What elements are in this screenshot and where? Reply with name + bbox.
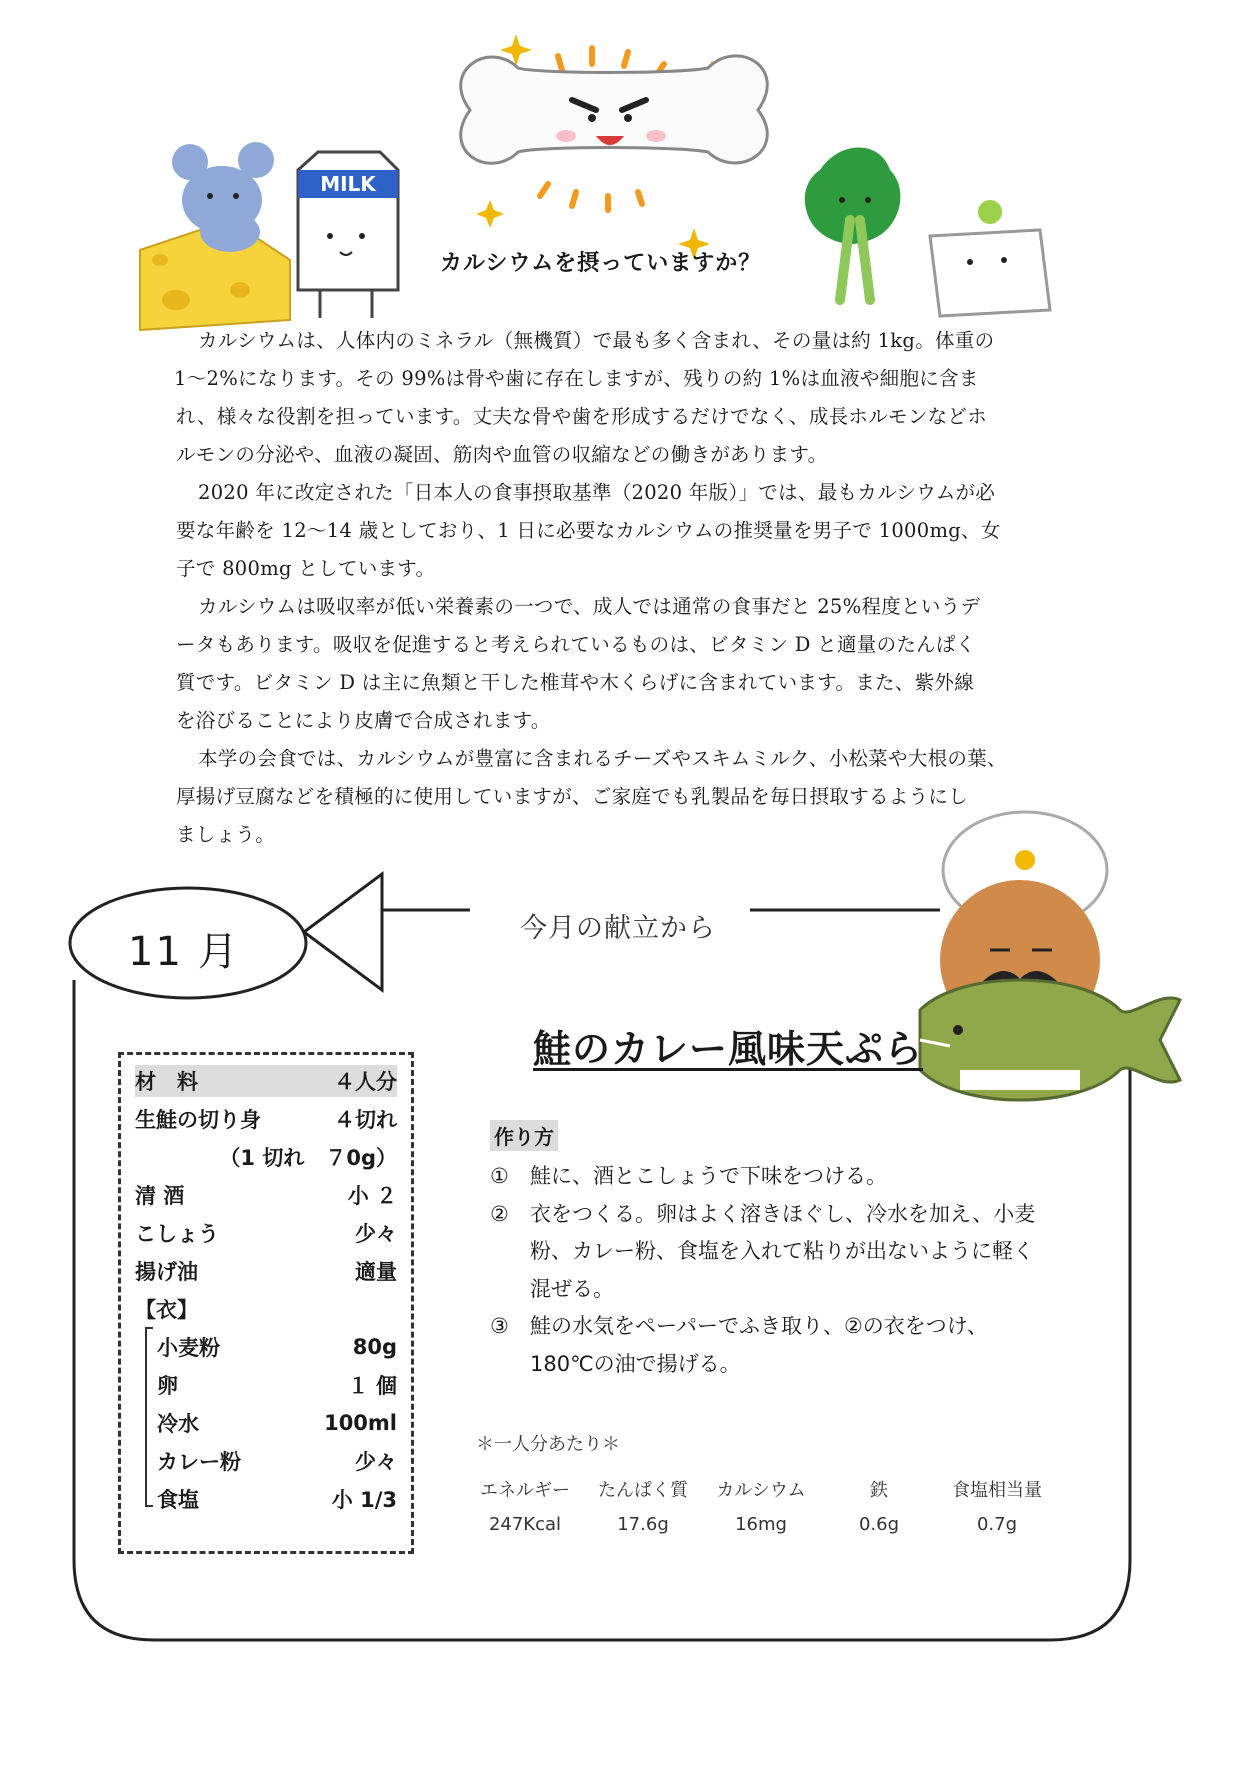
step-number: ① <box>490 1164 509 1188</box>
article-line: 子で 800mg としています。 <box>176 557 436 580</box>
method-label: 作り方 <box>490 1120 558 1151</box>
ingredient-amount: １ 個 <box>347 1374 397 1398</box>
nutrition-label: エネルギー <box>480 1480 570 1501</box>
article-line: れ、様々な役割を担っています。丈夫な骨や歯を形成するだけでなく、成長ホルモンなどホ <box>176 405 988 428</box>
ingredient-row <box>135 1255 397 1287</box>
ingredient-row <box>135 1103 397 1135</box>
ingredient-name: 揚げ油 <box>135 1260 198 1284</box>
nutrition-value: 247Kcal <box>488 1514 562 1535</box>
ingredient-name: 食塩 <box>157 1488 199 1512</box>
ingredient-name: 冷水 <box>157 1412 199 1436</box>
step-number: ③ <box>490 1314 509 1338</box>
ingredient-name: こしょう <box>135 1222 219 1246</box>
ingredient-amount: 小 ２ <box>347 1184 397 1208</box>
ingredient-amount: 80g <box>352 1335 397 1359</box>
ingredient-amount: 適量 <box>355 1260 397 1284</box>
ingredient-amount: （1 切れ ７0g） <box>219 1146 397 1170</box>
ingredient-amount: 少々 <box>355 1222 397 1246</box>
milk-label: MILK <box>320 172 376 196</box>
ingredient-name: 清 酒 <box>135 1184 185 1208</box>
ingredient-group-label <box>135 1293 397 1325</box>
article-line: カルシウムは吸収率が低い栄養素の一つで、成人では通常の食事だと 25%程度というデ <box>198 595 981 618</box>
ingredient-amount: 小 1/3 <box>331 1488 397 1512</box>
ingredient-row <box>157 1407 397 1439</box>
nutrition-value: 0.6g <box>858 1514 900 1535</box>
step-text: 衣をつくる。卵はよく溶きほぐし、冷水を加え、小麦粉、カレー粉、食塩を入れて粘りが出ないように軽く混ぜる。 <box>530 1201 1036 1301</box>
article-line: 2020 年に改定された「日本人の食事摂取基準（2020 年版）」では、最もカルシウムが必 <box>198 481 996 504</box>
batter-bracket <box>145 1327 153 1507</box>
ingredient-row <box>157 1445 397 1477</box>
nutrition-value: 16mg <box>735 1514 787 1535</box>
ingredient-amount: 100ml <box>324 1411 397 1435</box>
nutrition-value: 0.7g <box>976 1514 1018 1535</box>
nutrition-table <box>460 1476 1080 1556</box>
article-line: 1～2%になります。その 99%は骨や歯に存在しますが、残りの約 1%は血液や細胞に含ま <box>174 367 979 390</box>
ingredient-amount: ４人分 <box>334 1070 397 1094</box>
step-number: ② <box>490 1201 509 1226</box>
ingredient-row <box>135 1141 397 1173</box>
ingredient-row <box>157 1331 397 1363</box>
page-title: カルシウムを摂っていますか？ <box>440 250 762 276</box>
article-line: 質です。ビタミン D は主に魚類と干した椎茸や木くらげに含まれています。また、紫外線 <box>176 671 975 694</box>
article-line: ましょう。 <box>176 823 276 846</box>
method-step <box>490 1158 1050 1196</box>
article-line: を浴びることにより皮膚で合成されます。 <box>176 709 551 732</box>
article-line: 要な年齢を 12～14 歳としており、1 日に必要なカルシウムの推奨量を男子で 1000mg、女 <box>176 519 1001 542</box>
article-line: ルモンの分泌や、血液の凝固、筋肉や血管の収縮などの働きがあります。 <box>176 443 828 466</box>
nutrition-label: たんぱく質 <box>598 1480 688 1501</box>
ingredient-row <box>135 1217 397 1249</box>
nutrition-label: 鉄 <box>870 1480 888 1501</box>
article-line: カルシウムは、人体内のミネラル（無機質）で最も多く含まれ、その量は約 1kg。体重の <box>198 329 995 352</box>
chef-with-fish-icon <box>920 812 1180 1100</box>
ingredient-row <box>157 1369 397 1401</box>
ingredient-row <box>157 1483 397 1515</box>
article-line: 厚揚げ豆腐などを積極的に使用していますが、ご家庭でも乳製品を毎日摂取するようにし <box>176 785 969 808</box>
section-title: 今月の献立から <box>520 913 716 944</box>
ingredient-amount: ４切れ <box>334 1108 397 1132</box>
month-label: 11 月 <box>128 929 240 975</box>
article-line: 本学の会食では、カルシウムが豊富に含まれるチーズやスキムミルク、小松菜や大根の葉、 <box>198 747 1007 770</box>
step-text: 鮭に、酒とこしょうで下味をつける。 <box>530 1164 887 1188</box>
ingredient-name: 小麦粉 <box>157 1336 220 1360</box>
article-line: ータもあります。吸収を促進すると考えられているものは、ビタミン D と適量のたんぱく <box>176 633 976 656</box>
step-text: 鮭の水気をペーパーでふき取り、②の衣をつけ、180℃の油で揚げる。 <box>530 1314 988 1376</box>
ingredient-name: 材 料 <box>135 1070 198 1094</box>
nutrition-label: カルシウム <box>716 1480 806 1501</box>
ingredient-name: 卵 <box>157 1374 178 1398</box>
fish-tail-icon <box>304 874 382 990</box>
method-step <box>490 1308 1050 1383</box>
nutrition-label: 食塩相当量 <box>952 1480 1042 1501</box>
ingredient-name: 生鮭の切り身 <box>135 1108 261 1132</box>
method-step <box>490 1196 1050 1309</box>
ingredients-box <box>118 1052 414 1554</box>
nutrition-value: 17.6g <box>617 1514 669 1535</box>
method-steps <box>490 1158 1050 1383</box>
ingredients-header <box>135 1065 397 1097</box>
ingredient-row <box>135 1179 397 1211</box>
per-serving-label: ＊一人分あたり＊ <box>476 1434 620 1455</box>
ingredient-name: 【衣】 <box>135 1298 198 1322</box>
ingredient-amount: 少々 <box>355 1450 397 1474</box>
ingredient-name: カレー粉 <box>157 1450 241 1474</box>
dish-title: 鮭のカレー風味天ぷら <box>533 1027 924 1071</box>
